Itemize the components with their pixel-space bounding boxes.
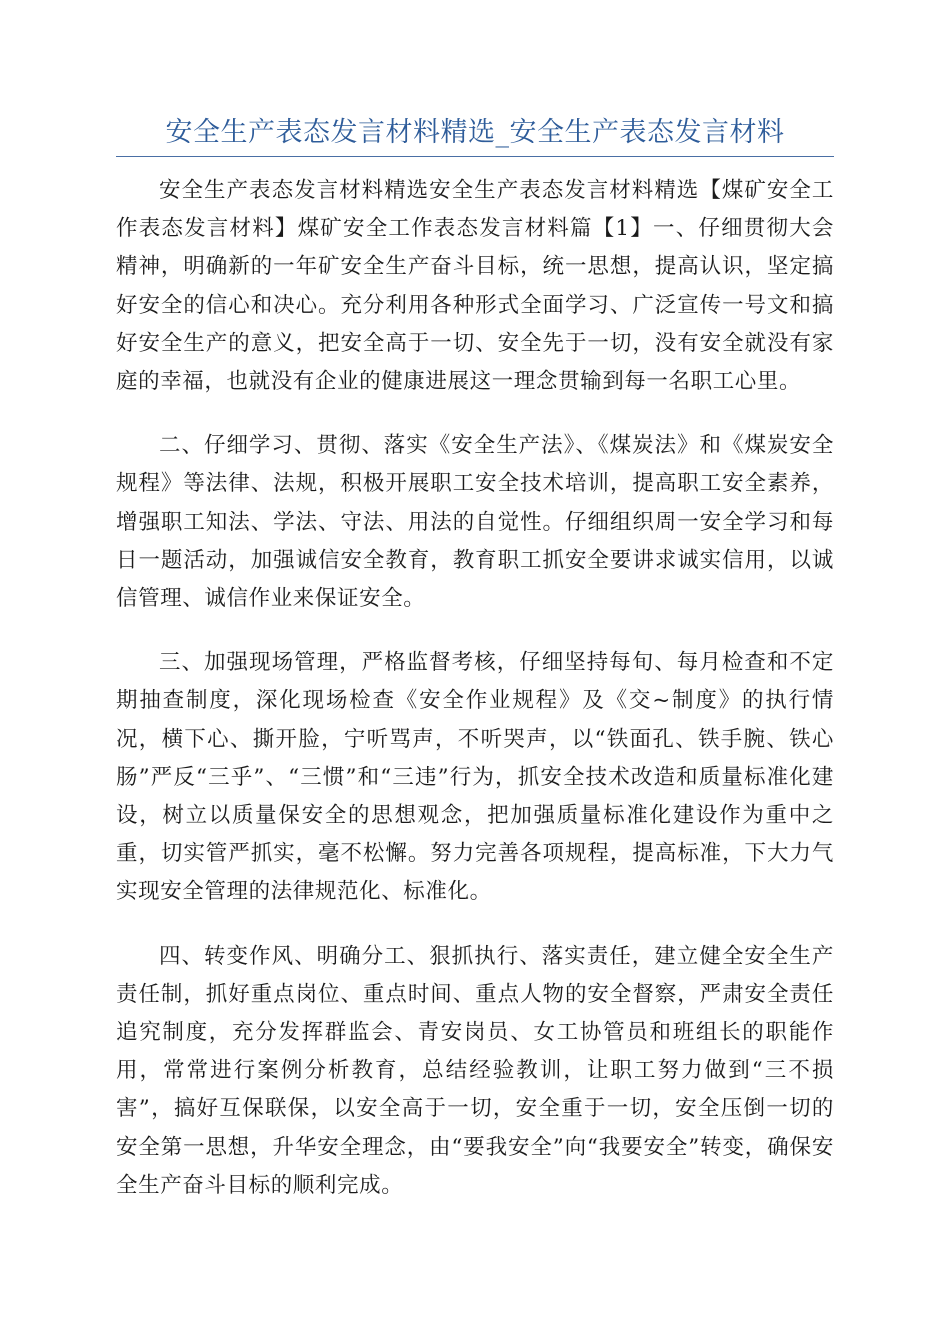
document-body bbox=[116, 172, 834, 1231]
title-block bbox=[116, 110, 834, 157]
paragraph-3: 三、加强现场管理，严格监督考核，仔细坚持每旬、每月检查和不定期抽查制度，深化现场检查《安全作业规程》及《交~制度》的执行情况，横下心、撕开脸，宁听骂声，不听哭声，以“铁面孔、铁手腕、铁心肠”严反“三乎”、“三惯”和“三违”行为，抓安全技术改造和质量标准化建设，树立以质量保安全的思想观念，把加强质量标准化建设作为重中之重，切实管严抓实，毫不松懈。努力完善各项规程，提高标准，下大力气实现安全管理的法律规范化、标准化。 bbox=[116, 650, 834, 905]
document-title: 安全生产表态发言材料精选_安全生产表态发言材料 bbox=[165, 117, 785, 148]
paragraph-4: 四、转变作风、明确分工、狠抓执行、落实责任，建立健全安全生产责任制，抓好重点岗位、重点时间、重点人物的安全督察，严肃安全责任追究制度，充分发挥群监会、青安岗员、女工协管员和班组长的职能作用，常常进行案例分析教育，总结经验教训，让职工努力做到“三不损害”，搞好互保联保，以安全高于一切，安全重于一切，安全压倒一切的安全第一思想，升华安全理念，由“要我安全”向“我要安全”转变，确保安全生产奋斗目标的顺利完成。 bbox=[116, 943, 834, 1198]
paragraph-2: 二、仔细学习、贯彻、落实《安全生产法》、《煤炭法》和《煤炭安全规程》等法律、法规，积极开展职工安全技术培训，提高职工安全素养，增强职工知法、学法、守法、用法的自觉性。仔细组织周一安全学习和每日一题活动，加强诚信安全教育，教育职工抓安全要讲求诚实信用，以诚信管理、诚信作业来保证安全。 bbox=[116, 433, 834, 612]
paragraph-1: 安全生产表态发言材料精选安全生产表态发言材料精选【煤矿安全工作表态发言材料】煤矿安全工作表态发言材料篇【1】一、仔细贯彻大会精神，明确新的一年矿安全生产奋斗目标，统一思想，提高认识，坚定搞好安全的信心和决心。充分利用各种形式全面学习、广泛宣传一号文和搞好安全生产的意义，把安全高于一切、安全先于一切，没有安全就没有家庭的幸福，也就没有企业的健康进展这一理念贯输到每一名职工心里。 bbox=[116, 178, 834, 395]
